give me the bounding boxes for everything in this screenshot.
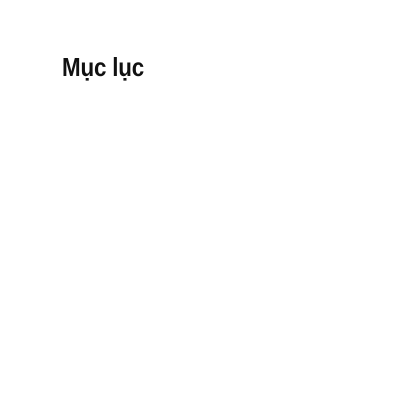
page-title: Mục lục bbox=[62, 52, 145, 82]
